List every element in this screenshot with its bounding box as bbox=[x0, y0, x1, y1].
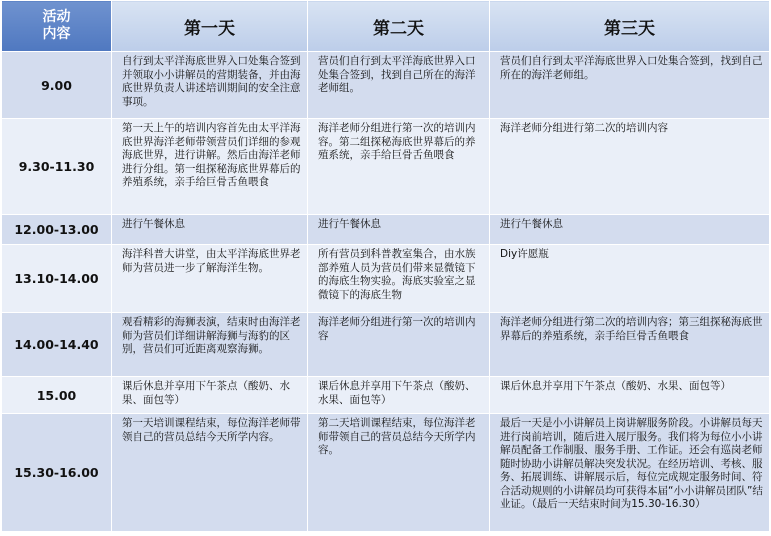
header-row bbox=[2, 1, 770, 52]
day3-cell: 课后休息并享用下午茶点（酸奶、水果、面包等） bbox=[490, 377, 770, 414]
day1-cell: 海洋科普大讲堂，由太平洋海底世界老师为营员进一步了解海洋生物。 bbox=[112, 245, 308, 313]
table-row bbox=[2, 414, 770, 532]
day3-cell: 营员们自行到太平洋海底世界入口处集合签到，找到自己所在的海洋老师组。 bbox=[490, 52, 770, 119]
schedule-table bbox=[1, 0, 770, 532]
table-row bbox=[2, 377, 770, 414]
day1-cell: 进行午餐休息 bbox=[112, 215, 308, 245]
day1-cell: 自行到太平洋海底世界入口处集合签到并领取小小讲解员的营期装备，并由海底世界负责人讲述培训期间的安全注意事项。 bbox=[112, 52, 308, 119]
day3-cell: 海洋老师分组进行第二次的培训内容 bbox=[490, 119, 770, 215]
time-cell: 13.10-14.00 bbox=[2, 245, 112, 313]
day2-cell: 所有营员到科普教室集合，由水族部养殖人员为营员们带来显微镜下的海底生物实验。海底实验室之显微镜下的海底生物 bbox=[308, 245, 490, 313]
day2-cell: 海洋老师分组进行第一次的培训内容。第二组探秘海底世界幕后的养殖系统，亲手给巨骨舌鱼喂食 bbox=[308, 119, 490, 215]
header-activity bbox=[2, 1, 112, 52]
day1-cell: 课后休息并享用下午茶点（酸奶、水果、面包等） bbox=[112, 377, 308, 414]
day3-cell: 海洋老师分组进行第二次的培训内容；第三组探秘海底世界幕后的养殖系统，亲手给巨骨舌鱼喂食 bbox=[490, 313, 770, 377]
time-cell: 12.00-13.00 bbox=[2, 215, 112, 245]
table-row bbox=[2, 119, 770, 215]
table-row bbox=[2, 52, 770, 119]
day2-cell: 第二天培训课程结束，每位海洋老师带领自己的营员总结今天所学内容。 bbox=[308, 414, 490, 532]
day3-cell: 最后一天是小小讲解员上岗讲解服务阶段。小讲解员每天进行岗前培训，随后进入展厅服务。我们将为每位小小讲解员配备工作制服、服务手册、工作证。还会有巡岗老师随时协助小讲解员解决突发状况。在经历培训、考核、服务、拓展训练、讲解展示后，每位完成规定服务时间、符合活动规则的小讲解员均可获得本届“小小讲解员团队”结业证。（最后一天结束时间为15.30-16.30） bbox=[490, 414, 770, 532]
header-day-3: 第三天 bbox=[490, 1, 770, 52]
day1-cell: 第一天上午的培训内容首先由太平洋海底世界海洋老师带领营员们详细的参观海底世界，进行讲解。然后由海洋老师进行分组。第一组探秘海底世界幕后的养殖系统，亲手给巨骨舌鱼喂食 bbox=[112, 119, 308, 215]
time-cell: 9.30-11.30 bbox=[2, 119, 112, 215]
time-cell: 14.00-14.40 bbox=[2, 313, 112, 377]
time-cell: 9.00 bbox=[2, 52, 112, 119]
header-day-1: 第一天 bbox=[112, 1, 308, 52]
day1-cell: 观看精彩的海狮表演，结束时由海洋老师为营员们详细讲解海狮与海豹的区别，营员们可近距离观察海狮。 bbox=[112, 313, 308, 377]
header-day-2: 第二天 bbox=[308, 1, 490, 52]
day2-cell: 进行午餐休息 bbox=[308, 215, 490, 245]
time-cell: 15.30-16.00 bbox=[2, 414, 112, 532]
day2-cell: 课后休息并享用下午茶点（酸奶、水果、面包等） bbox=[308, 377, 490, 414]
header-activity-label: 活动 内容 bbox=[42, 9, 71, 42]
day2-cell: 营员们自行到太平洋海底世界入口处集合签到，找到自己所在的海洋老师组。 bbox=[308, 52, 490, 119]
table-row bbox=[2, 313, 770, 377]
table-row bbox=[2, 215, 770, 245]
day3-cell: 进行午餐休息 bbox=[490, 215, 770, 245]
day2-cell: 海洋老师分组进行第一次的培训内容 bbox=[308, 313, 490, 377]
table-row bbox=[2, 245, 770, 313]
day3-cell: Diy许愿瓶 bbox=[490, 245, 770, 313]
day1-cell: 第一天培训课程结束，每位海洋老师带领自己的营员总结今天所学内容。 bbox=[112, 414, 308, 532]
time-cell: 15.00 bbox=[2, 377, 112, 414]
